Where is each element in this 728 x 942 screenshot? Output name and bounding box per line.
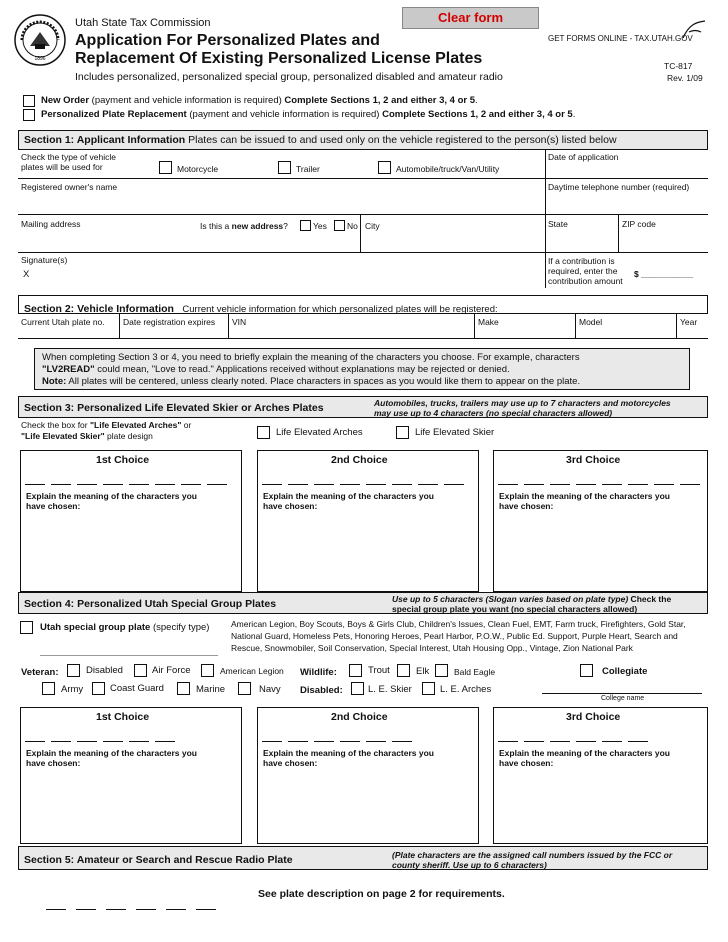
trailer-checkbox[interactable] bbox=[278, 161, 291, 174]
section3-choice2-explain: Explain the meaning of the characters you have chosen: bbox=[263, 491, 434, 511]
city-label: City bbox=[365, 221, 380, 231]
char-slot[interactable] bbox=[654, 484, 674, 485]
char-slot[interactable] bbox=[46, 909, 66, 910]
phone-label: Daytime telephone number (required) bbox=[548, 182, 690, 192]
college-name-label: College name bbox=[601, 695, 645, 702]
char-slot[interactable] bbox=[314, 484, 334, 485]
section4-choice3-explain: Explain the meaning of the characters you have chosen: bbox=[499, 748, 670, 768]
wildlife-label: Wildlife: bbox=[300, 667, 337, 678]
yes-label: Yes bbox=[313, 221, 327, 231]
char-slot[interactable] bbox=[103, 741, 123, 742]
marine-checkbox[interactable] bbox=[177, 682, 190, 695]
no-label: No bbox=[347, 221, 358, 231]
coast-guard-checkbox[interactable] bbox=[92, 682, 105, 695]
contribution-label: If a contribution is required, enter the contribution amount bbox=[548, 256, 623, 286]
section4-choice2-explain: Explain the meaning of the characters you have chosen: bbox=[263, 748, 434, 768]
char-slot[interactable] bbox=[288, 741, 308, 742]
new-order-checkbox[interactable] bbox=[23, 95, 35, 107]
american-legion-checkbox[interactable] bbox=[201, 664, 214, 677]
char-slot[interactable] bbox=[524, 741, 544, 742]
section4-choice1-box[interactable] bbox=[20, 707, 242, 844]
char-slot[interactable] bbox=[498, 741, 518, 742]
char-slot[interactable] bbox=[366, 741, 386, 742]
navy-checkbox[interactable] bbox=[238, 682, 251, 695]
le-skier-checkbox[interactable] bbox=[351, 682, 364, 695]
signature-label: Signature(s) bbox=[21, 255, 68, 265]
special-group-type-field[interactable] bbox=[40, 655, 218, 656]
new-order-text: New Order (payment and vehicle information is required) Complete Sections 1, 2 and either 3, 4 or 5. bbox=[41, 95, 478, 106]
char-slot[interactable] bbox=[550, 484, 570, 485]
reg-expires-label: Date registration expires bbox=[123, 317, 216, 327]
char-slot[interactable] bbox=[314, 741, 334, 742]
le-arches-checkbox[interactable] bbox=[422, 682, 435, 695]
char-slot[interactable] bbox=[680, 484, 700, 485]
form-revision: Rev. 1/09 bbox=[667, 73, 703, 83]
char-slot[interactable] bbox=[77, 484, 97, 485]
model-label: Model bbox=[579, 317, 603, 327]
section4-choice2-box[interactable] bbox=[257, 707, 479, 844]
veteran-label: Veteran: bbox=[21, 667, 59, 678]
replacement-text: Personalized Plate Replacement (payment and vehicle information is required) Complete Sections 1, 2 and either 3, 4 or 5. bbox=[41, 109, 576, 120]
phone-field[interactable] bbox=[548, 194, 706, 212]
date-of-application-field[interactable] bbox=[548, 163, 706, 176]
replacement-checkbox[interactable] bbox=[23, 109, 35, 121]
char-slot[interactable] bbox=[136, 909, 156, 910]
section3-choice2-title: 2nd Choice bbox=[331, 454, 388, 466]
disabled-label: Disabled: bbox=[300, 685, 343, 696]
collegiate-checkbox[interactable] bbox=[580, 664, 593, 677]
char-slot[interactable] bbox=[155, 484, 175, 485]
section5-header bbox=[18, 846, 708, 870]
vehicle-type-label: Check the type of vehicle plates will be used for bbox=[21, 152, 116, 172]
section1-title: Section 1: Applicant Information bbox=[24, 134, 186, 146]
char-slot[interactable] bbox=[340, 484, 360, 485]
section3-choice3-title: 3rd Choice bbox=[566, 454, 621, 466]
bald-eagle-checkbox[interactable] bbox=[435, 664, 448, 677]
char-slot[interactable] bbox=[444, 484, 464, 485]
section4-choice1-title: 1st Choice bbox=[96, 711, 150, 723]
char-slot[interactable] bbox=[392, 741, 412, 742]
section4-title: Section 4: Personalized Utah Special Group Plates bbox=[24, 598, 277, 610]
char-slot[interactable] bbox=[196, 909, 216, 910]
life-elevated-arches-checkbox[interactable] bbox=[257, 426, 270, 439]
section4-note: Use up to 5 characters (Slogan varies based on plate type) Check the special group plate you want (no special characters allowed) bbox=[392, 594, 672, 614]
motorcycle-checkbox[interactable] bbox=[159, 161, 172, 174]
char-slot[interactable] bbox=[51, 484, 71, 485]
section1-note: Plates can be issued to and used only on the vehicle registered to the person(s) listed below bbox=[185, 134, 617, 146]
coast-guard-label: Coast Guard bbox=[110, 683, 164, 694]
char-slot[interactable] bbox=[207, 484, 227, 485]
signature-field[interactable] bbox=[34, 266, 539, 282]
section2-header bbox=[18, 295, 708, 314]
char-slot[interactable] bbox=[155, 741, 175, 742]
char-slot[interactable] bbox=[498, 484, 518, 485]
char-slot[interactable] bbox=[524, 484, 544, 485]
disabled-veteran-label: Disabled bbox=[86, 665, 123, 676]
marine-label: Marine bbox=[196, 684, 226, 695]
section5-title: Section 5: Amateur or Search and Rescue Radio Plate bbox=[24, 854, 293, 866]
section3-choice1-box[interactable] bbox=[20, 450, 242, 592]
char-slot[interactable] bbox=[166, 909, 186, 910]
date-of-application-label: Date of application bbox=[548, 152, 619, 162]
char-slot[interactable] bbox=[181, 484, 201, 485]
trout-checkbox[interactable] bbox=[349, 664, 362, 677]
instructions-notice: When completing Section 3 or 4, you need to briefly explain the meaning of the characters you choose. For example, characters "LV2READ" could mean, "Love to read." Applications received without explanations may be rejected or denied. Note: All plates will be centered, unless clearly noted. Place characters in spaces as you would like them to appear on the plate. bbox=[34, 348, 690, 390]
section4-choice3-box[interactable] bbox=[493, 707, 708, 844]
state-label: State bbox=[548, 219, 568, 229]
section3-choice2-box[interactable] bbox=[257, 450, 479, 592]
trailer-label: Trailer bbox=[296, 164, 320, 174]
section3-choice3-explain: Explain the meaning of the characters you have chosen: bbox=[499, 491, 670, 511]
char-slot[interactable] bbox=[262, 484, 282, 485]
char-slot[interactable] bbox=[366, 484, 386, 485]
char-slot[interactable] bbox=[103, 484, 123, 485]
life-elevated-skier-checkbox[interactable] bbox=[396, 426, 409, 439]
bald-eagle-label: Bald Eagle bbox=[454, 667, 496, 677]
college-name-field[interactable] bbox=[542, 693, 702, 694]
char-slot[interactable] bbox=[51, 741, 71, 742]
zip-label: ZIP code bbox=[622, 219, 656, 229]
section1-header bbox=[18, 130, 708, 150]
char-slot[interactable] bbox=[129, 484, 149, 485]
state-seal bbox=[14, 14, 66, 66]
current-plate-label: Current Utah plate no. bbox=[21, 317, 105, 327]
vin-label: VIN bbox=[232, 317, 247, 327]
special-group-checkbox[interactable] bbox=[20, 621, 33, 634]
plate-description-note: See plate description on page 2 for requirements. bbox=[258, 888, 505, 900]
navy-label: Navy bbox=[259, 684, 281, 695]
special-group-label: Utah special group plate (specify type) bbox=[40, 622, 210, 633]
disabled-veteran-checkbox[interactable] bbox=[67, 664, 80, 677]
trout-label: Trout bbox=[368, 665, 390, 676]
online-note: GET FORMS ONLINE - TAX.UTAH.GOV bbox=[548, 34, 693, 43]
section3-choice1-title: 1st Choice bbox=[96, 454, 150, 466]
section2-title: Section 2: Vehicle Information bbox=[24, 303, 174, 315]
le-skier-label: L. E. Skier bbox=[368, 684, 412, 695]
char-slot[interactable] bbox=[77, 741, 97, 742]
section4-header bbox=[18, 592, 708, 614]
svg-text:1896: 1896 bbox=[34, 56, 46, 62]
collegiate-label: Collegiate bbox=[602, 666, 648, 677]
form-title-line1: Application For Personalized Plates and bbox=[75, 32, 380, 49]
section3-note: Automobiles, trucks, trailers may use up to 7 characters and motorcycles may use up to 4 characters (no special characters allowed) bbox=[374, 398, 671, 418]
form-number: TC-817 bbox=[664, 61, 693, 71]
form-subtitle: Includes personalized, personalized special group, personalized disabled and amateur radio bbox=[75, 71, 503, 83]
air-force-checkbox[interactable] bbox=[134, 664, 147, 677]
section3-choice1-explain: Explain the meaning of the characters you have chosen: bbox=[26, 491, 197, 511]
section5-note: (Plate characters are the assigned call numbers issued by the FCC or county sheriff. Use up to 6 characters) bbox=[392, 850, 673, 870]
make-label: Make bbox=[478, 317, 499, 327]
char-slot[interactable] bbox=[628, 741, 648, 742]
year-label: Year bbox=[680, 317, 698, 327]
elk-label: Elk bbox=[416, 666, 430, 677]
section3-title: Section 3: Personalized Life Elevated Skier or Arches Plates bbox=[24, 402, 324, 414]
section3-choice3-box[interactable] bbox=[493, 450, 708, 592]
motorcycle-label: Motorcycle bbox=[177, 164, 219, 174]
contribution-amount-field[interactable]: $ ___________ bbox=[634, 269, 694, 279]
american-legion-label: American Legion bbox=[220, 666, 284, 676]
char-slot[interactable] bbox=[288, 484, 308, 485]
new-address-no-checkbox[interactable] bbox=[334, 220, 345, 231]
new-address-yes-checkbox[interactable] bbox=[300, 220, 311, 231]
pen-icon bbox=[681, 18, 707, 42]
char-slot[interactable] bbox=[576, 741, 596, 742]
section3-header bbox=[18, 396, 708, 418]
army-label: Army bbox=[61, 684, 84, 695]
form-title-line2: Replacement Of Existing Personalized License Plates bbox=[75, 50, 483, 67]
mailing-address-field[interactable] bbox=[21, 232, 356, 250]
life-elevated-arches-label: Life Elevated Arches bbox=[276, 427, 363, 438]
automobile-label: Automobile/truck/Van/Utility bbox=[396, 164, 500, 174]
char-slot[interactable] bbox=[25, 741, 45, 742]
new-address-question: Is this a new address? bbox=[200, 221, 288, 231]
char-slot[interactable] bbox=[392, 484, 412, 485]
section2-note: Current vehicle information for which personalized plates will be registered: bbox=[182, 304, 498, 315]
owner-name-label: Registered owner's name bbox=[21, 182, 118, 192]
section4-choice2-title: 2nd Choice bbox=[331, 711, 388, 723]
elk-checkbox[interactable] bbox=[397, 664, 410, 677]
special-group-list: American Legion, Boy Scouts, Boys & Girls Club, Children's Issues, Clean Fuel, EMT, Farm truck, Firefighters, Gold Star, National Guard, Homeless Pets, Honoring Heroes, Pearl Harbor, P.O.W., Public Ed. Support, Purple Heart, Search and Rescue, Snowmobiler, Soil Conservation, Special Interest, Utah Housing Opp., Vintage, Zion National Park bbox=[231, 619, 686, 653]
char-slot[interactable] bbox=[602, 484, 622, 485]
char-slot[interactable] bbox=[129, 741, 149, 742]
le-arches-label: L. E. Arches bbox=[440, 684, 492, 695]
signature-x: X bbox=[23, 269, 30, 280]
char-slot[interactable] bbox=[25, 484, 45, 485]
char-slot[interactable] bbox=[340, 741, 360, 742]
char-slot[interactable] bbox=[418, 484, 438, 485]
char-slot[interactable] bbox=[602, 741, 622, 742]
section3-design-instructions: Check the box for "Life Elevated Arches" or "Life Elevated Skier" plate design bbox=[21, 420, 192, 441]
section4-choice1-explain: Explain the meaning of the characters you have chosen: bbox=[26, 748, 197, 768]
char-slot[interactable] bbox=[550, 741, 570, 742]
char-slot[interactable] bbox=[576, 484, 596, 485]
clear-form-button[interactable]: Clear form bbox=[402, 7, 539, 29]
automobile-checkbox[interactable] bbox=[378, 161, 391, 174]
army-checkbox[interactable] bbox=[42, 682, 55, 695]
char-slot[interactable] bbox=[106, 909, 126, 910]
agency-name: Utah State Tax Commission bbox=[75, 17, 211, 29]
life-elevated-skier-label: Life Elevated Skier bbox=[415, 427, 495, 438]
air-force-label: Air Force bbox=[152, 665, 191, 676]
char-slot[interactable] bbox=[76, 909, 96, 910]
char-slot[interactable] bbox=[262, 741, 282, 742]
section4-choice3-title: 3rd Choice bbox=[566, 711, 621, 723]
char-slot[interactable] bbox=[628, 484, 648, 485]
owner-name-field[interactable] bbox=[21, 194, 541, 212]
mailing-address-label: Mailing address bbox=[21, 219, 81, 229]
